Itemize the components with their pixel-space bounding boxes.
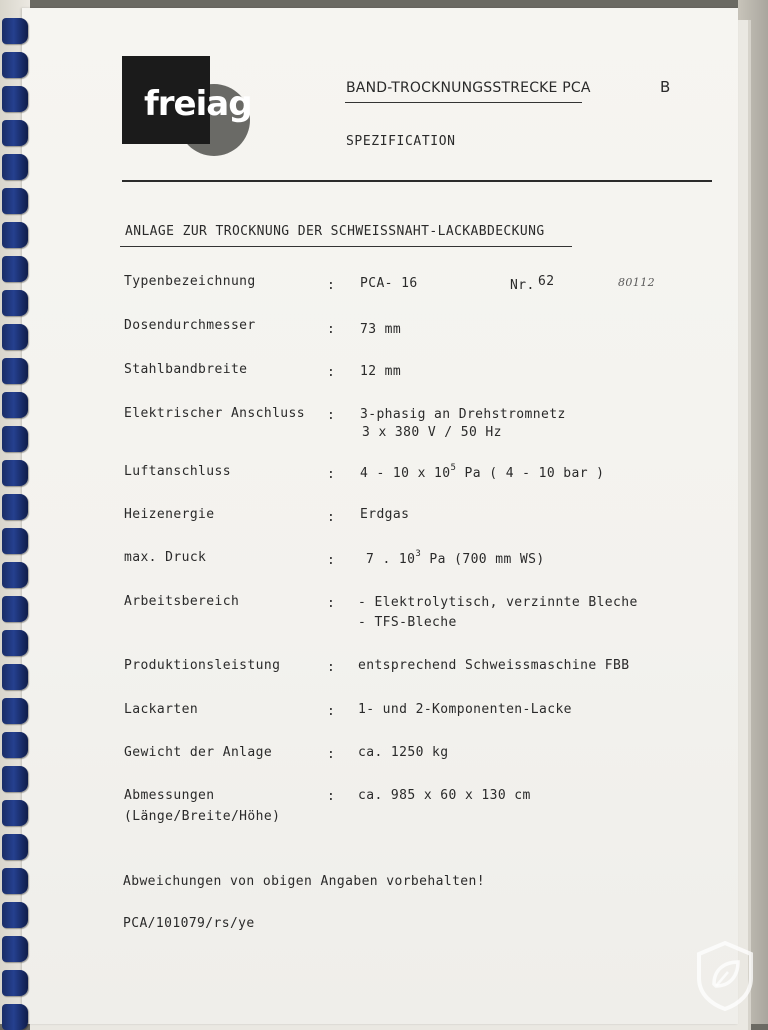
binding-coil bbox=[2, 562, 28, 588]
binding-coil bbox=[2, 460, 28, 486]
binding-coil bbox=[2, 800, 28, 826]
spec-label: Luftanschluss bbox=[124, 464, 231, 479]
binding-coil bbox=[2, 596, 28, 622]
binding-coil bbox=[2, 290, 28, 316]
spec-value: 7 . $10^3$ Pa (700 mm WS) bbox=[366, 549, 545, 567]
binding-coil bbox=[2, 256, 28, 282]
spiral-binding bbox=[0, 0, 32, 1024]
binding-coil bbox=[2, 324, 28, 350]
binding-coil bbox=[2, 766, 28, 792]
binding-coil bbox=[2, 630, 28, 656]
serial-label: Nr. bbox=[510, 278, 535, 293]
header-divider bbox=[122, 180, 712, 182]
spec-label: Lackarten bbox=[124, 702, 199, 717]
spec-colon: : bbox=[327, 553, 336, 568]
disclaimer-note: Abweichungen von obigen Angaben vorbehalten! bbox=[123, 874, 485, 889]
spec-colon: : bbox=[327, 467, 336, 482]
binding-coil bbox=[2, 222, 28, 248]
spec-value-line1: 3-phasig an Drehstromnetz bbox=[360, 407, 566, 422]
spec-label: max. Druck bbox=[124, 550, 207, 565]
binding-coil bbox=[2, 18, 28, 44]
spec-label: Produktionsleistung bbox=[124, 658, 281, 673]
spec-label: Dosendurchmesser bbox=[124, 318, 256, 333]
spec-label: Elektrischer Anschluss bbox=[124, 406, 305, 421]
spec-colon: : bbox=[327, 510, 336, 525]
spec-colon: : bbox=[327, 660, 336, 675]
spec-value: 1- und 2-Komponenten-Lacke bbox=[358, 702, 572, 717]
spec-colon: : bbox=[327, 408, 336, 423]
binding-coil bbox=[2, 120, 28, 146]
spec-label: Arbeitsbereich bbox=[124, 594, 240, 609]
spec-label-line2: (Länge/Breite/Höhe) bbox=[124, 809, 281, 824]
binding-coil bbox=[2, 936, 28, 962]
binding-coil bbox=[2, 392, 28, 418]
spec-value: ca. 1250 kg bbox=[358, 745, 449, 760]
binding-coil bbox=[2, 664, 28, 690]
logo-text: freiag bbox=[144, 84, 252, 124]
spec-value: Erdgas bbox=[360, 507, 410, 522]
spec-colon: : bbox=[327, 747, 336, 762]
binding-coil bbox=[2, 52, 28, 78]
binding-coil bbox=[2, 494, 28, 520]
document-letter: B bbox=[660, 78, 671, 96]
binding-coil bbox=[2, 732, 28, 758]
company-logo bbox=[122, 56, 257, 174]
document-title: BAND-TROCKNUNGSSTRECKE PCA bbox=[346, 80, 591, 96]
document-reference: PCA/101079/rs/ye bbox=[123, 916, 255, 931]
spec-value-line2: 3 x 380 V / 50 Hz bbox=[362, 425, 502, 440]
binding-coil bbox=[2, 902, 28, 928]
spec-value: 12 mm bbox=[360, 364, 402, 379]
spec-colon: : bbox=[327, 789, 336, 804]
spec-value: entsprechend Schweissmaschine FBB bbox=[358, 658, 630, 673]
spec-label: Gewicht der Anlage bbox=[124, 745, 273, 760]
spec-label-line1: Abmessungen bbox=[124, 788, 215, 803]
spec-value: 4 - 10 x $10^5$ Pa ( 4 - 10 bar ) bbox=[360, 463, 605, 481]
spec-colon: : bbox=[327, 365, 336, 380]
spec-value-line1: - Elektrolytisch, verzinnte Bleche bbox=[358, 595, 638, 610]
binding-coil bbox=[2, 868, 28, 894]
binding-coil bbox=[2, 528, 28, 554]
spec-colon: : bbox=[327, 322, 336, 337]
section-underline bbox=[120, 246, 572, 247]
spec-colon: : bbox=[327, 278, 336, 293]
spec-label: Stahlbandbreite bbox=[124, 362, 248, 377]
binding-coil bbox=[2, 426, 28, 452]
handwritten-note: 80112 bbox=[618, 276, 655, 289]
binding-coil bbox=[2, 698, 28, 724]
leaf-shield-icon bbox=[694, 940, 756, 1012]
binding-coil bbox=[2, 1004, 28, 1030]
binding-coil bbox=[2, 970, 28, 996]
binding-coil bbox=[2, 834, 28, 860]
spec-colon: : bbox=[327, 704, 336, 719]
spec-value: PCA- 16 bbox=[360, 276, 418, 291]
document-subtitle: SPEZIFICATION bbox=[346, 134, 456, 149]
spec-value: ca. 985 x 60 x 130 cm bbox=[358, 788, 531, 803]
title-underline bbox=[345, 102, 582, 103]
section-title: ANLAGE ZUR TROCKNUNG DER SCHWEISSNAHT-LACKABDECKUNG bbox=[125, 224, 545, 239]
binding-coil bbox=[2, 86, 28, 112]
spec-colon: : bbox=[327, 596, 336, 611]
spec-label: Typenbezeichnung bbox=[124, 274, 256, 289]
serial-number: 62 bbox=[538, 274, 555, 289]
spec-value-line2: - TFS-Bleche bbox=[358, 615, 457, 630]
binding-coil bbox=[2, 154, 28, 180]
spec-label: Heizenergie bbox=[124, 507, 215, 522]
binding-coil bbox=[2, 358, 28, 384]
binding-coil bbox=[2, 188, 28, 214]
spec-value: 73 mm bbox=[360, 322, 402, 337]
